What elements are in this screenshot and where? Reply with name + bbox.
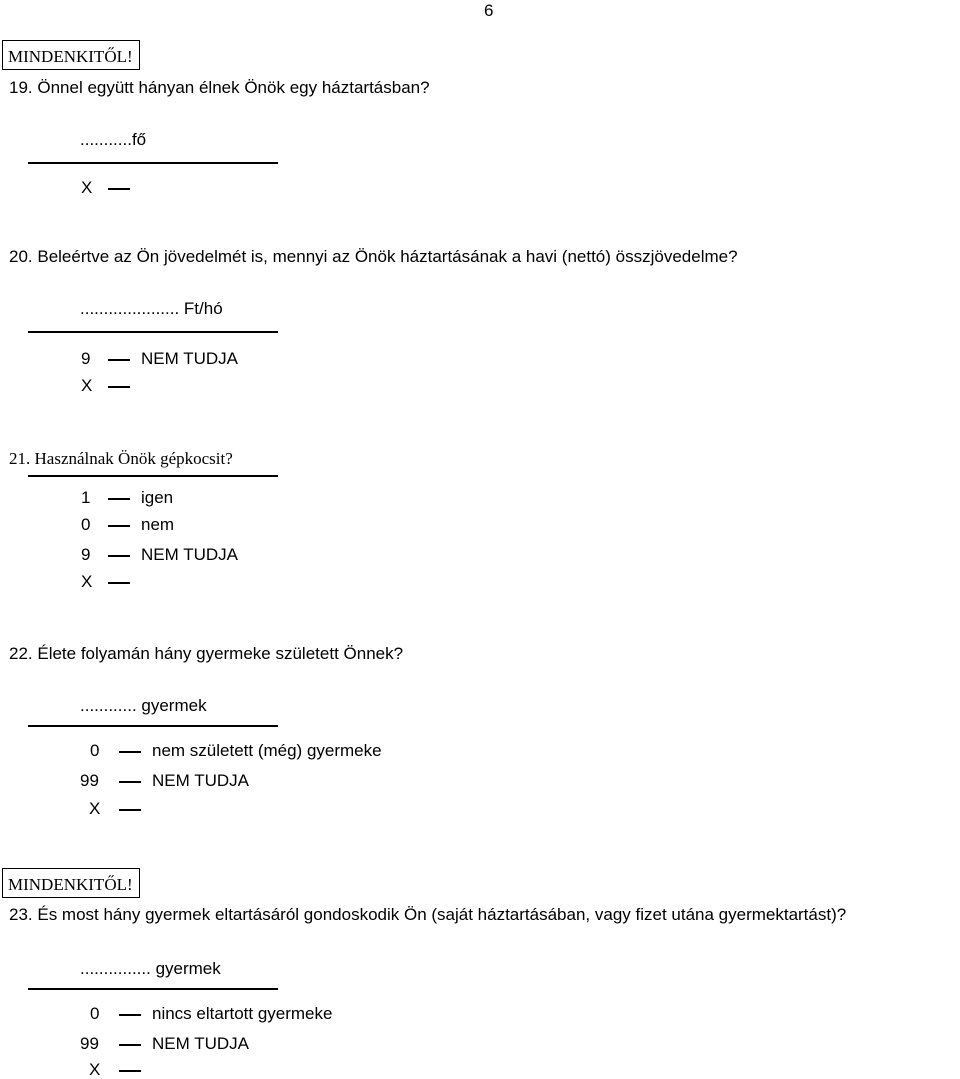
underline-19 xyxy=(28,162,278,164)
option-code-21-1: 1 xyxy=(81,488,91,507)
underline-21 xyxy=(28,475,278,477)
option-code-21-0: 0 xyxy=(81,515,91,534)
option-dash-22-99 xyxy=(119,781,141,783)
option-code-23-x: X xyxy=(89,1060,101,1079)
option-dash-21-0 xyxy=(108,525,130,527)
option-dash-22-0 xyxy=(119,751,141,753)
page-number: 6 xyxy=(484,1,494,20)
question-19: 19. Önnel együtt hányan élnek Önök egy háztartásban? xyxy=(9,78,430,97)
option-label-23-99: NEM TUDJA xyxy=(152,1034,249,1053)
option-label-21-0: nem xyxy=(141,515,175,534)
option-dash-21-1 xyxy=(108,498,130,500)
underline-22 xyxy=(28,725,278,727)
answer-line-23: ............... gyermek xyxy=(80,959,221,978)
option-dash-21-9 xyxy=(108,555,130,557)
answer-line-22: ............ gyermek xyxy=(80,696,207,715)
instruction-box: MINDENKITŐL! xyxy=(2,868,140,898)
option-dash-20-x xyxy=(108,386,130,388)
option-label-21-9: NEM TUDJA xyxy=(141,545,238,564)
answer-line-20: ..................... Ft/hó xyxy=(80,299,223,318)
option-dash-22-x xyxy=(119,809,141,811)
option-label-20-9: NEM TUDJA xyxy=(141,349,238,368)
question-20: 20. Beleértve az Ön jövedelmét is, mennyi az Önök háztartásának a havi (nettó) összjövedelme? xyxy=(9,247,738,266)
option-dash-19-x xyxy=(108,188,130,190)
option-dash-21-x xyxy=(108,582,130,584)
answer-line-19: ...........fő xyxy=(80,130,147,149)
option-code-21-x: X xyxy=(81,572,93,591)
option-label-23-0: nincs eltartott gyermeke xyxy=(152,1004,333,1023)
question-23: 23. És most hány gyermek eltartásáról gondoskodik Ön (saját háztartásában, vagy fizet utána gyermektartást)? xyxy=(9,905,847,924)
question-21: 21. Használnak Önök gépkocsit? xyxy=(9,449,233,468)
underline-20 xyxy=(28,331,278,333)
option-dash-23-99 xyxy=(119,1044,141,1046)
option-code-19-x: X xyxy=(81,178,93,197)
option-code-22-99: 99 xyxy=(80,771,99,790)
option-code-22-0: 0 xyxy=(90,741,100,760)
option-dash-20-9 xyxy=(108,359,130,361)
instruction-box: MINDENKITŐL! xyxy=(2,40,140,70)
option-code-20-9: 9 xyxy=(81,349,91,368)
option-code-20-x: X xyxy=(81,376,93,395)
option-dash-23-0 xyxy=(119,1014,141,1016)
option-label-21-1: igen xyxy=(141,488,174,507)
option-label-22-0: nem született (még) gyermeke xyxy=(152,741,382,760)
option-code-22-x: X xyxy=(89,799,101,818)
question-22: 22. Élete folyamán hány gyermeke született Önnek? xyxy=(9,644,404,663)
option-dash-23-x xyxy=(119,1070,141,1072)
underline-23 xyxy=(28,988,278,990)
option-label-22-99: NEM TUDJA xyxy=(152,771,249,790)
option-code-23-99: 99 xyxy=(80,1034,99,1053)
option-code-23-0: 0 xyxy=(90,1004,100,1023)
option-code-21-9: 9 xyxy=(81,545,91,564)
